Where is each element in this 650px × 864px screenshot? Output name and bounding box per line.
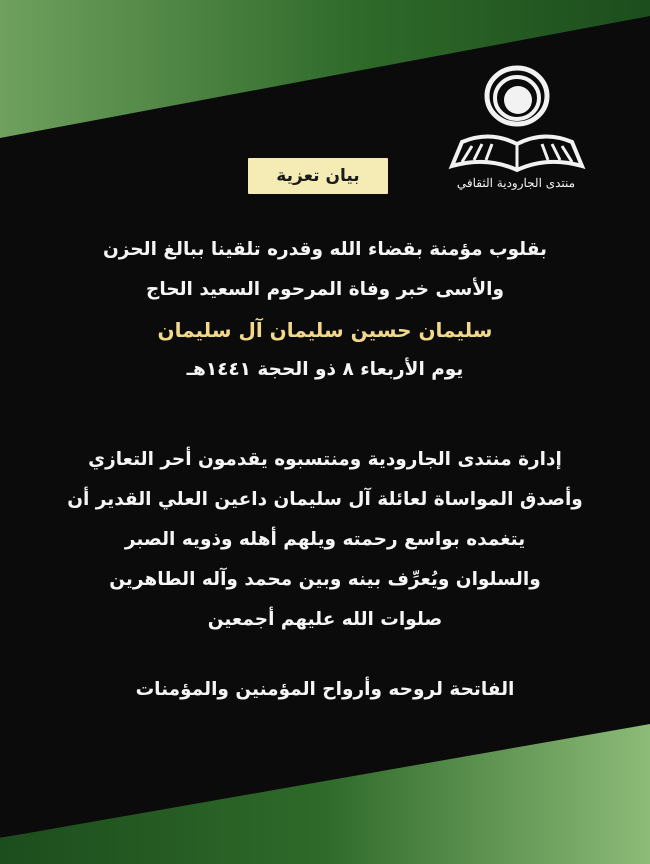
logo-name: منتدى الجارودية الثقافي (456, 176, 576, 190)
date-line: يوم الأربعاء ٨ ذو الحجة ١٤٤١هـ (186, 359, 464, 380)
condolence-line-2: وأصدق المواساة لعائلة آل سليمان داعين العلي القدير أن (67, 489, 583, 510)
condolence-paragraph (26, 440, 624, 640)
statement-body (26, 230, 624, 390)
condolence-line-5: صلوات الله عليهم أجمعين (207, 609, 443, 630)
opening-line-1: بقلوب مؤمنة بقضاء الله وقدره تلقينا ببالغ الحزن (103, 239, 547, 260)
deceased-name: سليمان حسين سليمان آل سليمان (157, 318, 493, 342)
closing-line: الفاتحة لروحه وأرواح المؤمنين والمؤمنات (135, 679, 515, 700)
opening-line-2: والأسى خبر وفاة المرحوم السعيد الحاج (146, 279, 504, 300)
statement-title: بيان تعزية (248, 158, 388, 194)
condolence-line-1: إدارة منتدى الجارودية ومنتسبوه يقدمون أحر التعازي (88, 449, 562, 470)
condolence-line-4: والسلوان ويُعرِّف بينه وبين محمد وآله الطاهرين (109, 569, 541, 590)
condolence-line-3: يتغمده بواسع رحمته ويلهم أهله وذويه الصبر (124, 529, 526, 550)
